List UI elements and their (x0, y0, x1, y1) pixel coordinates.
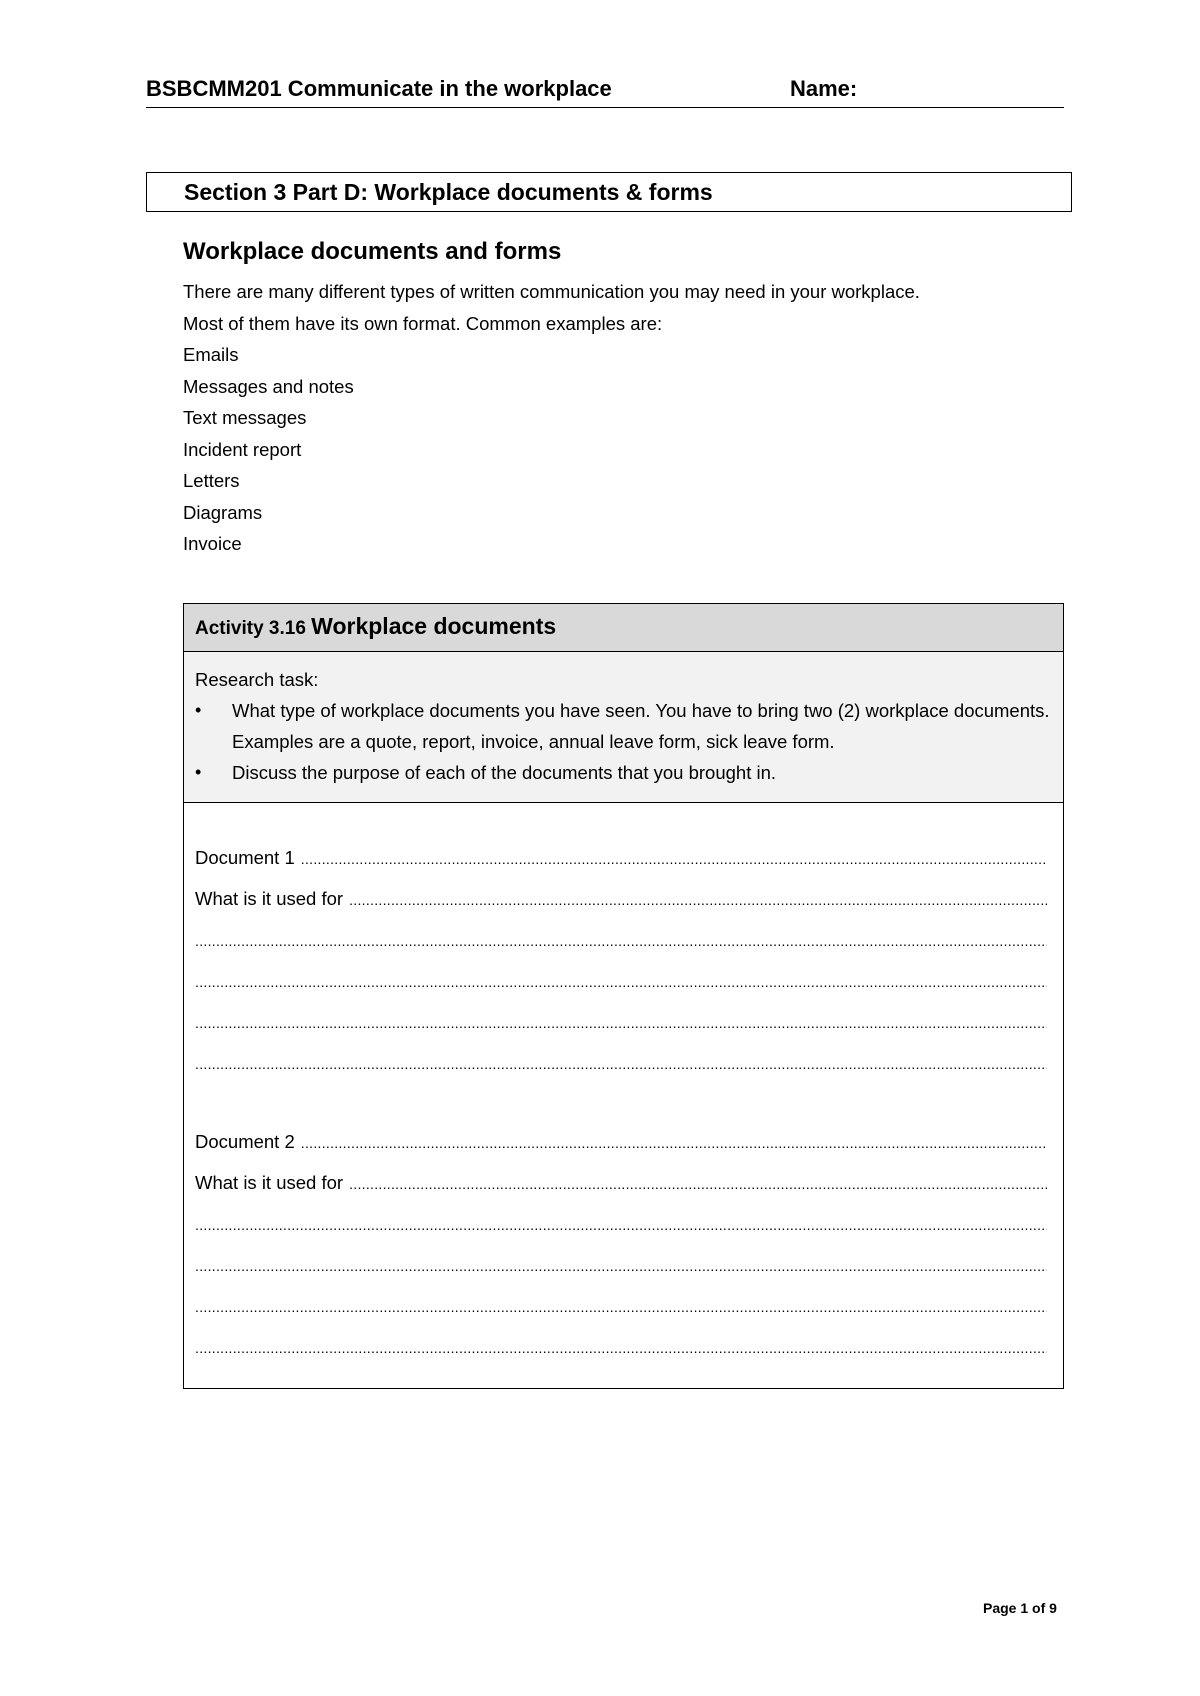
research-task (184, 652, 1063, 803)
task-bullets (195, 695, 1051, 788)
page-number: Page 1 of 9 (983, 1600, 1057, 1616)
list-item: Emails (183, 344, 239, 365)
dotted-line (195, 1244, 1047, 1285)
section-title: Section 3 Part D: Workplace documents & forms (184, 179, 713, 205)
list-item: Incident report (183, 438, 302, 460)
intro-paragraph-1: There are many different types of written communication you may need in your workplace. (183, 281, 920, 302)
activity-title (184, 604, 1063, 652)
task-label: Research task: (195, 669, 319, 690)
course-title: BSBCMM201 Communicate in the workplace (146, 76, 612, 101)
dotted-line (195, 960, 1047, 1001)
dotted-line (195, 1203, 1047, 1244)
activity-name: Workplace documents (311, 613, 557, 639)
document-1-label: Document 1 (195, 847, 295, 868)
document-1-line[interactable] (195, 837, 1047, 878)
list-item (195, 757, 1051, 788)
bullet-icon: • (195, 700, 202, 720)
list-item (195, 695, 1051, 757)
page-header (146, 72, 1064, 108)
dotted-line (349, 1162, 1047, 1203)
dotted-line (195, 919, 1047, 960)
spacer (195, 1083, 1047, 1121)
answer-line[interactable] (195, 919, 1047, 960)
document-2-label: Document 2 (195, 1131, 295, 1152)
activity-number: Activity 3.16 (195, 618, 312, 639)
bullet-text: What type of workplace documents you have seen. You have to bring two (2) workplace documents. Examples are a quote, report, invoice, annual leave form, sick leave form. (232, 700, 1050, 752)
answer-line[interactable] (195, 1326, 1047, 1367)
dotted-line (349, 878, 1047, 919)
used-for-2-line[interactable] (195, 1162, 1047, 1203)
dotted-line (195, 1042, 1047, 1083)
answer-area[interactable] (184, 803, 1063, 1367)
document-2-line[interactable] (195, 1121, 1047, 1162)
intro-paragraph-2: Most of them have its own format. Common examples are: (183, 312, 663, 334)
used-for-label: What is it used for (195, 888, 344, 909)
list-item: Messages and notes (183, 375, 354, 397)
bullet-icon: • (195, 762, 202, 782)
bullet-text: Discuss the purpose of each of the documents that you brought in. (232, 762, 777, 783)
intro-heading: Workplace documents and forms (183, 238, 562, 265)
dotted-line (301, 837, 1047, 878)
list-item: Letters (183, 470, 240, 491)
used-for-label: What is it used for (195, 1172, 344, 1193)
intro-section (183, 236, 1063, 560)
dotted-line (195, 1285, 1047, 1326)
list-item: Invoice (183, 533, 242, 554)
name-label: Name: (790, 76, 858, 101)
used-for-1-line[interactable] (195, 878, 1047, 919)
answer-line[interactable] (195, 960, 1047, 1001)
section-title-box (146, 172, 1072, 212)
dotted-line (195, 1001, 1047, 1042)
dotted-line (301, 1121, 1047, 1162)
list-item: Diagrams (183, 501, 263, 523)
answer-line[interactable] (195, 1042, 1047, 1083)
dotted-line (195, 1326, 1047, 1367)
answer-line[interactable] (195, 1244, 1047, 1285)
answer-line[interactable] (195, 1001, 1047, 1042)
examples-list (183, 339, 1063, 560)
list-item: Text messages (183, 407, 307, 428)
activity-box (183, 603, 1064, 1389)
answer-line[interactable] (195, 1203, 1047, 1244)
answer-line[interactable] (195, 1285, 1047, 1326)
